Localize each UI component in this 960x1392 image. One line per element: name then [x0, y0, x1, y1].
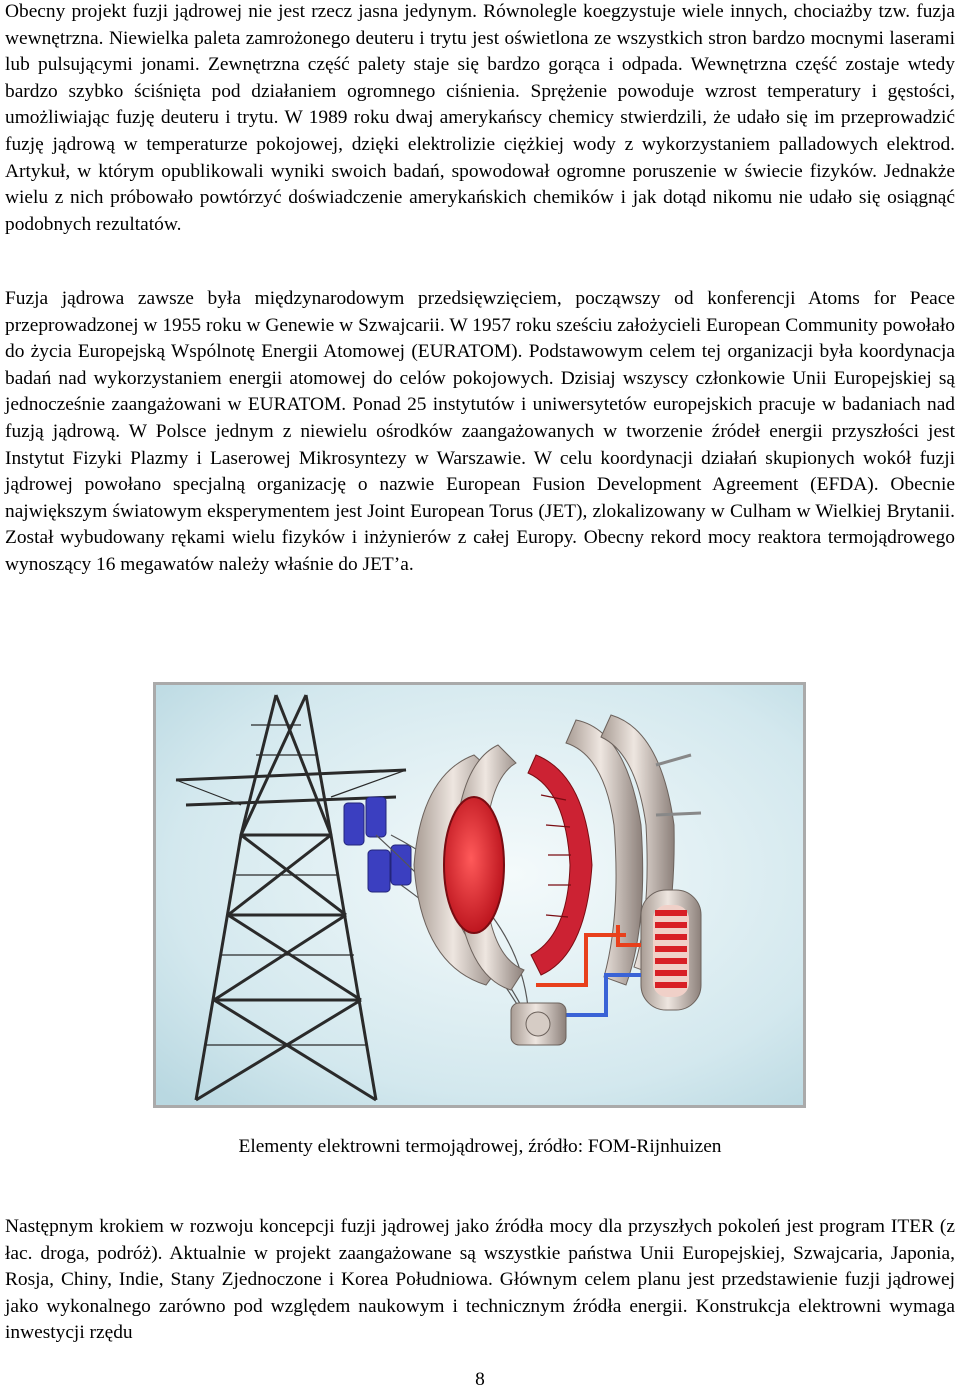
turbine-generator	[511, 1003, 566, 1045]
paragraph-inertial-fusion: Obecny projekt fuzji jądrowej nie jest rzecz jasna jedynym. Równolegle koegzystuje wiele innych, chociażby tzw. fuzja wewnętrzna. Niewielka paleta zamrożonego deuteru i trytu jest oświetlona ze wszystkich stron bardzo mocnymi laserami lub pulsującymi jonami. Zewnętrzna część palety staje się bardzo gorąca i odpada. Wewnętrzna część zostaje wtedy bardzo szybko ściśnięta pod działaniem ogromnego ciśnienia. Sprężenie powoduje wzrost temperatury i gęstości, umożliwiając fuzję deuteru i trytu. W 1989 roku dwaj amerykańscy chemicy stwierdzili, że udało się im przeprowadzić fuzję jądrową w temperaturze pokojowej, dzięki elektrolizie ciężkiej wody z wykorzystaniem palladowych elektrod. Artykuł, w którym opublikowali wyniki swoich badań, spowodował ogromne poruszenie w świecie fizyków. Jednakże wielu z nich próbowało powtórzyć doświadczenie amerykańskich chemików i jak dotąd nikomu nie udało się osiągnąć podobnych rezultatów.	[5, 1, 955, 235]
fusion-plant-illustration	[153, 682, 806, 1108]
fusion-plant-drawing	[156, 685, 803, 1105]
paragraph-euratom-history: Fuzja jądrowa zawsze była międzynarodowym przedsięwzięciem, począwszy od konferencji Atoms for Peace przeprowadzonej w 1955 roku w Genewie w Szwajcarii. W 1957 roku sześciu założycieli European Community powołało do życia Europejską Wspólnotę Energii Atomowej (EURATOM). Podstawowym celem tej organizacji była koordynacja badań nad wykorzystaniem energii atomowej do celów pokojowych. Dzisiaj wszyscy członkowie Unii Europejskiej są jednocześnie zaangażowani w EURATOM. Ponad 25 instytutów i uniwersytetów europejskich pracuje w badaniach nad fuzją jądrową. W Polsce jednym z niewielu ośrodków zaangażowanych w tworzenie źródeł energii przyszłości jest Instytut Fizyki Plazmy i Laserowej Mikrosyntezy w Warszawie. W celu koordynacji działań skupionych wokół fuzji jądrowej powołano specjalną organizację o nazwie European Fusion Development Agreement (EFDA). Obecnie największym światowym eksperymentem jest Joint European Torus (JET), zlokalizowany w Culham w Wielkiej Brytanii. Został wybudowany rękami wielu fizyków i inżynierów z całej Europy. Obecny rekord mocy reaktora termojądrowego wynoszący 16 megawatów należy właśnie do JET’a.	[5, 288, 955, 575]
page-number: 8	[475, 1369, 485, 1390]
figure-caption: Elementy elektrowni termojądrowej, źródło: FOM-Rijnhuizen	[238, 1136, 722, 1157]
paragraph-iter-program: Następnym krokiem w rozwoju koncepcji fuzji jądrowej jako źródła mocy dla przyszłych pokoleń jest program ITER (z łac. droga, podróż). Aktualnie w projekt zaangażowane są wszystkie państwa Unii Europejskiej, Szwajcaria, Japonia, Rosja, Chiny, Indie, Stany Zjednoczone i Korea Południowa. Głównym celem planu jest przedstawienie fuzji jądrowej jako wykonalnego zarówno pod względem naukowym i technicznym źródła energii. Konstrukcja elektrowni wymaga inwestycji rzędu	[5, 1216, 955, 1344]
heat-exchanger	[641, 890, 701, 1010]
plasma-chamber	[444, 797, 504, 933]
